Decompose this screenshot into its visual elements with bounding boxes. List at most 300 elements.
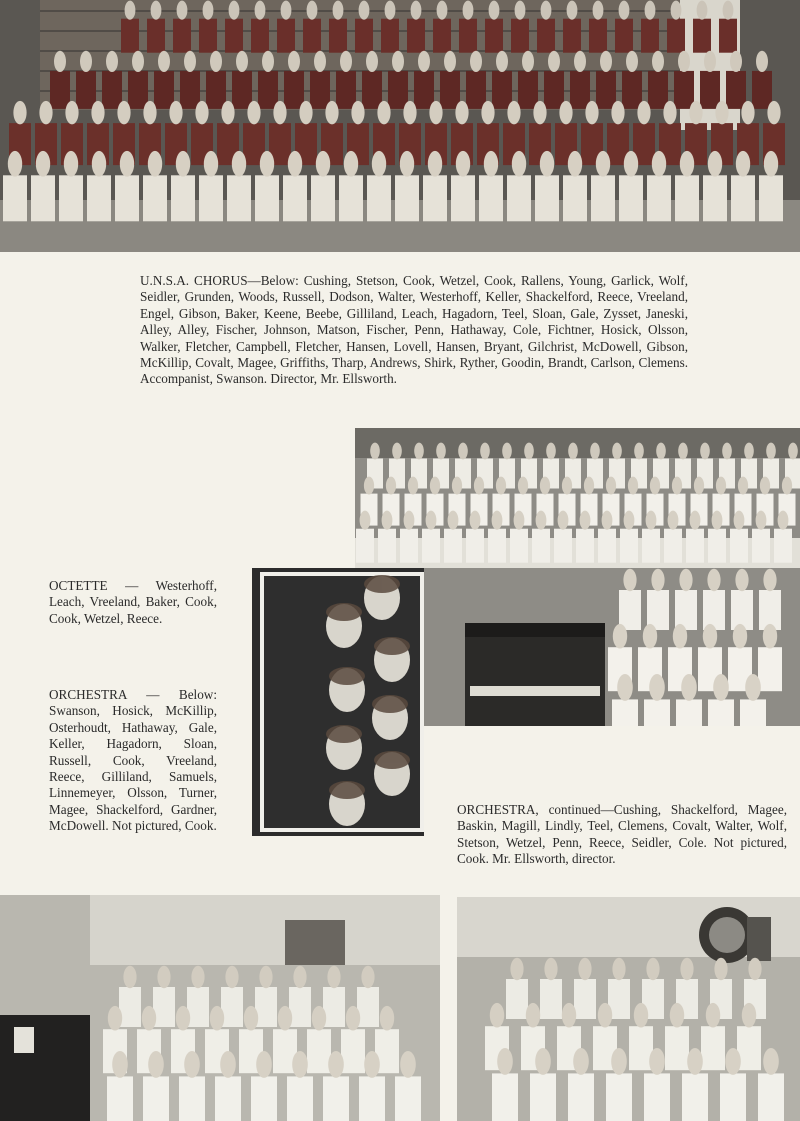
person-head bbox=[637, 101, 650, 125]
person-body bbox=[444, 529, 462, 563]
person-body bbox=[720, 1073, 746, 1121]
person-head bbox=[763, 624, 777, 649]
person-head bbox=[328, 1051, 344, 1078]
person-body bbox=[774, 529, 792, 563]
person-head bbox=[400, 151, 414, 177]
person-body bbox=[225, 19, 243, 53]
person-head bbox=[458, 443, 468, 460]
orchestra-right-image bbox=[457, 897, 800, 1121]
person-head bbox=[697, 1, 708, 20]
person-head bbox=[176, 1006, 190, 1031]
person-body bbox=[303, 19, 321, 53]
person-head bbox=[643, 624, 657, 649]
person-body bbox=[423, 175, 447, 221]
person-head bbox=[411, 1, 422, 20]
person-body bbox=[76, 71, 96, 109]
person-body bbox=[87, 175, 111, 221]
person-head bbox=[612, 958, 625, 980]
person-body bbox=[752, 529, 770, 563]
person-head bbox=[626, 51, 638, 72]
person-head bbox=[404, 511, 415, 530]
person-body bbox=[589, 19, 607, 53]
person-body bbox=[329, 19, 347, 53]
person-head bbox=[316, 151, 330, 177]
person-head bbox=[723, 1, 734, 20]
person-head bbox=[742, 1003, 756, 1028]
person-head bbox=[598, 1003, 612, 1028]
person-head bbox=[158, 51, 170, 72]
person-head bbox=[385, 1, 396, 20]
person-body bbox=[667, 19, 685, 53]
person-body bbox=[388, 71, 408, 109]
person-body bbox=[518, 71, 538, 109]
person-head bbox=[408, 477, 418, 495]
person-head bbox=[112, 1051, 128, 1078]
person-head bbox=[679, 569, 692, 591]
person-head bbox=[512, 151, 526, 177]
person-body bbox=[731, 175, 755, 221]
person-body bbox=[378, 529, 396, 563]
person-head bbox=[706, 1003, 720, 1028]
person-head bbox=[619, 1, 630, 20]
person-head bbox=[703, 624, 717, 649]
person-head bbox=[307, 1, 318, 20]
person-head bbox=[436, 443, 446, 460]
person-body bbox=[206, 71, 226, 109]
person-head bbox=[54, 51, 66, 72]
person-head bbox=[733, 624, 747, 649]
person-body bbox=[540, 979, 562, 1019]
person-head bbox=[730, 51, 742, 72]
orchestra-left-image bbox=[0, 895, 440, 1121]
person-body bbox=[251, 19, 269, 53]
person-head bbox=[191, 966, 204, 988]
person-body bbox=[287, 1076, 313, 1121]
person-head bbox=[64, 151, 78, 177]
person-head bbox=[510, 958, 523, 980]
person-head bbox=[400, 1051, 416, 1078]
person-head bbox=[492, 511, 503, 530]
person-head bbox=[515, 1, 526, 20]
person-head bbox=[673, 624, 687, 649]
person-body bbox=[642, 529, 660, 563]
person-body bbox=[686, 529, 704, 563]
person-head bbox=[590, 443, 600, 460]
person-body bbox=[251, 1076, 277, 1121]
person-body bbox=[596, 71, 616, 109]
person-head bbox=[689, 101, 702, 125]
person-head bbox=[526, 1003, 540, 1028]
person-body bbox=[576, 529, 594, 563]
person-body bbox=[758, 647, 782, 691]
person-head bbox=[707, 569, 720, 591]
person-head bbox=[169, 101, 182, 125]
person-body bbox=[622, 71, 642, 109]
person-head bbox=[278, 1006, 292, 1031]
person-head bbox=[680, 958, 693, 980]
person-body bbox=[574, 979, 596, 1019]
person-head bbox=[611, 1048, 627, 1075]
person-head bbox=[480, 443, 490, 460]
person-head bbox=[148, 1051, 164, 1078]
person-head bbox=[496, 477, 506, 495]
person-head bbox=[744, 443, 754, 460]
person-head bbox=[220, 1051, 236, 1078]
person-body bbox=[199, 19, 217, 53]
person-head bbox=[36, 151, 50, 177]
person-head bbox=[403, 101, 416, 125]
person-head bbox=[623, 569, 636, 591]
person-head bbox=[108, 1006, 122, 1031]
person-head bbox=[225, 966, 238, 988]
person-body bbox=[682, 1073, 708, 1121]
person-body bbox=[644, 1073, 670, 1121]
person-head bbox=[13, 101, 26, 125]
person-body bbox=[258, 71, 278, 109]
person-head bbox=[788, 443, 798, 460]
person-body bbox=[740, 699, 766, 726]
person-head bbox=[288, 51, 300, 72]
person-head bbox=[123, 966, 136, 988]
person-body bbox=[647, 175, 671, 221]
person-head bbox=[496, 51, 508, 72]
person-body bbox=[154, 71, 174, 109]
person-head bbox=[617, 674, 633, 701]
person-head bbox=[481, 101, 494, 125]
person-head bbox=[700, 443, 710, 460]
person-head bbox=[360, 511, 371, 530]
person-body bbox=[143, 175, 167, 221]
person-head bbox=[606, 477, 616, 495]
person-head bbox=[687, 1048, 703, 1075]
octette-photo bbox=[252, 568, 424, 836]
person-body bbox=[307, 1029, 331, 1073]
person-body bbox=[357, 987, 379, 1027]
person-head bbox=[722, 443, 732, 460]
person-body bbox=[3, 175, 27, 221]
person-body bbox=[323, 987, 345, 1027]
person-body bbox=[284, 71, 304, 109]
person-body bbox=[59, 175, 83, 221]
person-head bbox=[782, 477, 792, 495]
person-head bbox=[312, 1006, 326, 1031]
person-head bbox=[497, 1048, 513, 1075]
person-head bbox=[649, 674, 665, 701]
person-head bbox=[646, 511, 657, 530]
person-head bbox=[117, 101, 130, 125]
person-body bbox=[199, 175, 223, 221]
person-head bbox=[392, 51, 404, 72]
person-head bbox=[327, 966, 340, 988]
person-head bbox=[463, 1, 474, 20]
person-head bbox=[767, 101, 780, 125]
person-head bbox=[92, 151, 106, 177]
person-head bbox=[756, 51, 768, 72]
band-photo-image bbox=[0, 0, 800, 252]
person-head bbox=[748, 958, 761, 980]
person-head bbox=[584, 477, 594, 495]
person-body bbox=[336, 71, 356, 109]
person-head bbox=[558, 511, 569, 530]
person-body bbox=[615, 19, 633, 53]
person-body bbox=[221, 987, 243, 1027]
person-body bbox=[606, 1073, 632, 1121]
person-body bbox=[153, 987, 175, 1027]
person-body bbox=[570, 71, 590, 109]
person-head bbox=[229, 1, 240, 20]
person-body bbox=[641, 19, 659, 53]
person-head bbox=[763, 569, 776, 591]
person-head bbox=[429, 101, 442, 125]
person-head bbox=[244, 1006, 258, 1031]
person-head bbox=[132, 51, 144, 72]
person-head bbox=[428, 151, 442, 177]
person-head bbox=[533, 101, 546, 125]
person-head bbox=[567, 1, 578, 20]
person-head bbox=[668, 511, 679, 530]
person-body bbox=[701, 1026, 725, 1070]
person-body bbox=[730, 529, 748, 563]
person-head bbox=[725, 1048, 741, 1075]
person-body bbox=[395, 175, 419, 221]
person-head bbox=[663, 101, 676, 125]
person-head bbox=[344, 151, 358, 177]
person-body bbox=[180, 71, 200, 109]
person-head bbox=[568, 443, 578, 460]
person-head bbox=[370, 443, 380, 460]
person-head bbox=[414, 443, 424, 460]
person-head bbox=[484, 151, 498, 177]
person-body bbox=[121, 19, 139, 53]
person-head bbox=[612, 443, 622, 460]
person-head bbox=[678, 51, 690, 72]
person-head bbox=[288, 151, 302, 177]
person-head bbox=[652, 51, 664, 72]
person-head bbox=[681, 674, 697, 701]
person-head bbox=[176, 151, 190, 177]
person-head bbox=[474, 477, 484, 495]
band-photo bbox=[0, 0, 800, 252]
person-head bbox=[716, 477, 726, 495]
person-body bbox=[591, 175, 615, 221]
person-head bbox=[364, 1051, 380, 1078]
person-head bbox=[574, 51, 586, 72]
person-head bbox=[756, 511, 767, 530]
person-body bbox=[362, 71, 382, 109]
person-head bbox=[524, 443, 534, 460]
person-head bbox=[437, 1, 448, 20]
person-body bbox=[644, 699, 670, 726]
person-body bbox=[115, 175, 139, 221]
person-head bbox=[596, 151, 610, 177]
person-head bbox=[299, 101, 312, 125]
person-body bbox=[311, 175, 335, 221]
person-head bbox=[690, 511, 701, 530]
person-body bbox=[708, 529, 726, 563]
person-body bbox=[675, 590, 697, 630]
person-body bbox=[283, 175, 307, 221]
person-head bbox=[650, 477, 660, 495]
person-head bbox=[624, 151, 638, 177]
person-head bbox=[256, 1051, 272, 1078]
person-head bbox=[8, 151, 22, 177]
person-body bbox=[510, 529, 528, 563]
person-head bbox=[221, 101, 234, 125]
person-head bbox=[151, 1, 162, 20]
person-head bbox=[646, 958, 659, 980]
person-head bbox=[602, 511, 613, 530]
person-head bbox=[656, 443, 666, 460]
person-body bbox=[758, 1073, 784, 1121]
person-body bbox=[400, 529, 418, 563]
person-body bbox=[422, 529, 440, 563]
person-head bbox=[672, 477, 682, 495]
person-head bbox=[736, 151, 750, 177]
person-body bbox=[752, 71, 772, 109]
octette-caption: OCTETTE — Westerhoff, Leach, Vreeland, Baker, Cook, Cook, Wetzel, Reece. bbox=[49, 578, 217, 626]
person-head bbox=[694, 477, 704, 495]
person-head bbox=[314, 51, 326, 72]
person-head bbox=[259, 966, 272, 988]
person-body bbox=[648, 71, 668, 109]
person-body bbox=[619, 590, 641, 630]
person-body bbox=[703, 590, 725, 630]
person-body bbox=[179, 1076, 205, 1121]
person-head bbox=[546, 443, 556, 460]
person-head bbox=[535, 1048, 551, 1075]
person-head bbox=[426, 511, 437, 530]
person-body bbox=[492, 1073, 518, 1121]
person-body bbox=[173, 19, 191, 53]
person-body bbox=[700, 71, 720, 109]
person-head bbox=[541, 1, 552, 20]
person-head bbox=[470, 51, 482, 72]
person-head bbox=[518, 477, 528, 495]
person-head bbox=[157, 966, 170, 988]
person-head bbox=[204, 151, 218, 177]
person-head bbox=[260, 151, 274, 177]
person-body bbox=[619, 175, 643, 221]
person-body bbox=[255, 175, 279, 221]
person-head bbox=[203, 1, 214, 20]
person-body bbox=[187, 987, 209, 1027]
person-body bbox=[598, 529, 616, 563]
person-head bbox=[377, 101, 390, 125]
person-body bbox=[407, 19, 425, 53]
chorus-caption: U.N.S.A. CHORUS—Below: Cushing, Stetson, Cook, Wetzel, Cook, Rallens, Young, Garlick, Wolf, Seidler, Grunden, Woods, Russell, Dodson, Walter, Westerhoff, Keller, Shackelford, Reece, Vreeland, Engel, Gibson, Baker, Keene, Beebe, Gilliland, Leach, Hagadorn, Teel, Sloan, Gale, Zysset, Janeski, Alley, Alley, Fischer, Johnson, Matson, Fischer, Penn, Hathaway, Cole, Fichtner, Hosick, Olsson, Walker, Fletcher, Campbell, Fletcher, Hansen, Lovell, Hansen, Bryant, Gilchrist, McDowell, Gibson, McKillip, Covalt, Magee, Griffiths, Tharp, Andrews, Shirk, Ryther, Goodin, Brandt, Carlson, Clemens. Accompanist, Swanson. Director, Mr. Ellsworth. bbox=[140, 273, 688, 387]
person-head bbox=[489, 1, 500, 20]
person-head bbox=[392, 443, 402, 460]
person-head bbox=[120, 151, 134, 177]
person-head bbox=[573, 1048, 589, 1075]
person-head bbox=[652, 151, 666, 177]
person-body bbox=[719, 19, 737, 53]
person-body bbox=[433, 19, 451, 53]
person-head bbox=[580, 511, 591, 530]
person-body bbox=[466, 529, 484, 563]
person-head bbox=[766, 443, 776, 460]
person-head bbox=[578, 958, 591, 980]
person-head bbox=[778, 511, 789, 530]
person-head bbox=[292, 1051, 308, 1078]
person-body bbox=[310, 71, 330, 109]
person-head bbox=[456, 151, 470, 177]
person-head bbox=[536, 511, 547, 530]
person-head bbox=[544, 958, 557, 980]
person-body bbox=[759, 175, 783, 221]
person-head bbox=[273, 101, 286, 125]
person-body bbox=[554, 529, 572, 563]
person-head bbox=[540, 477, 550, 495]
person-head bbox=[678, 443, 688, 460]
person-head bbox=[143, 101, 156, 125]
person-head bbox=[346, 1006, 360, 1031]
person-body bbox=[492, 71, 512, 109]
person-head bbox=[708, 151, 722, 177]
person-head bbox=[680, 151, 694, 177]
person-head bbox=[351, 101, 364, 125]
person-body bbox=[479, 175, 503, 221]
person-head bbox=[735, 569, 748, 591]
person-head bbox=[452, 477, 462, 495]
person-body bbox=[511, 19, 529, 53]
person-head bbox=[340, 51, 352, 72]
person-head bbox=[359, 1, 370, 20]
person-body bbox=[544, 71, 564, 109]
person-head bbox=[386, 477, 396, 495]
person-body bbox=[664, 529, 682, 563]
person-head bbox=[382, 511, 393, 530]
person-head bbox=[714, 958, 727, 980]
person-head bbox=[325, 101, 338, 125]
person-head bbox=[184, 51, 196, 72]
person-head bbox=[745, 674, 761, 701]
person-head bbox=[548, 51, 560, 72]
person-body bbox=[227, 175, 251, 221]
person-body bbox=[356, 529, 374, 563]
person-head bbox=[106, 51, 118, 72]
person-body bbox=[359, 1076, 385, 1121]
person-head bbox=[39, 101, 52, 125]
person-body bbox=[693, 19, 711, 53]
person-body bbox=[506, 979, 528, 1019]
person-head bbox=[670, 1003, 684, 1028]
person-head bbox=[91, 101, 104, 125]
person-head bbox=[514, 511, 525, 530]
orchestra-caption: ORCHESTRA — Below: Swanson, Hosick, McKillip, Osterhoudt, Hathaway, Gale, Keller, Hagadorn, Sloan, Russell, Cook, Vreeland, Reece, Gilliland, Samuels, Linnemeyer, Olsson, Turner, Magee, Shackelford, Gardner, McDowell. Not pictured, Cook. bbox=[49, 687, 217, 834]
person-head bbox=[704, 51, 716, 72]
person-body bbox=[676, 699, 702, 726]
person-head bbox=[760, 477, 770, 495]
person-head bbox=[142, 1006, 156, 1031]
person-body bbox=[532, 529, 550, 563]
person-head bbox=[281, 1, 292, 20]
person-head bbox=[763, 1048, 779, 1075]
person-body bbox=[665, 1026, 689, 1070]
person-body bbox=[232, 71, 252, 109]
person-body bbox=[731, 590, 753, 630]
person-head bbox=[559, 101, 572, 125]
person-body bbox=[31, 175, 55, 221]
person-head bbox=[600, 51, 612, 72]
person-head bbox=[262, 51, 274, 72]
person-head bbox=[372, 151, 386, 177]
person-body bbox=[675, 175, 699, 221]
person-head bbox=[255, 1, 266, 20]
person-head bbox=[195, 101, 208, 125]
person-head bbox=[562, 477, 572, 495]
person-head bbox=[715, 101, 728, 125]
